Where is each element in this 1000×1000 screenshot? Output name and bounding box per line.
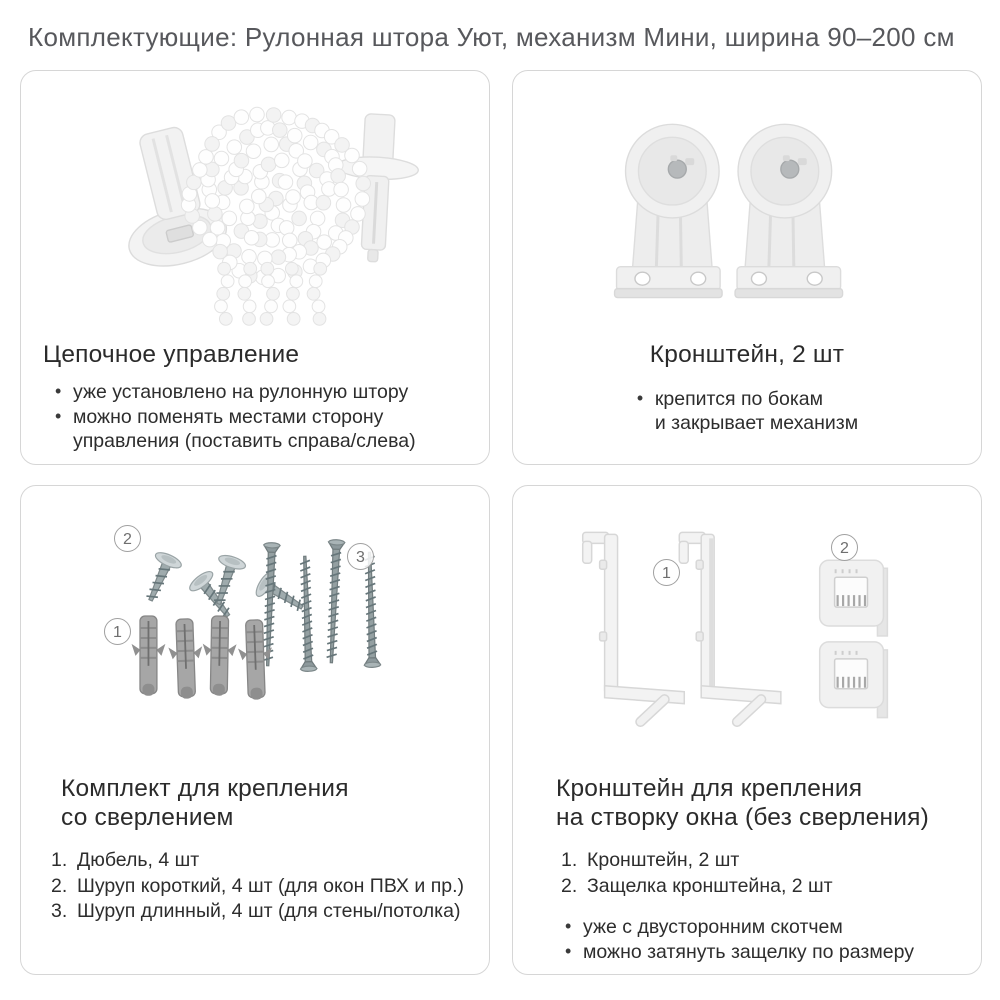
bullet-line: • уже установлено на рулонную штору xyxy=(73,380,409,403)
list-item: Шуруп короткий, 4 шт (для окон ПВХ и пр.) xyxy=(77,874,465,897)
drill-kit-items xyxy=(51,849,489,924)
marker-circle-2: 2 xyxy=(114,525,141,552)
sash-bracket-items xyxy=(561,849,981,899)
card-chain-control xyxy=(20,70,490,465)
chain-control-bullets xyxy=(54,381,489,454)
side-brackets-title: Кронштейн, 2 шт xyxy=(649,341,845,368)
side-brackets-photo xyxy=(513,71,981,333)
sash-bracket-bullets xyxy=(564,916,981,965)
bullet-line: • можно затянуть защелку по размеру xyxy=(583,941,914,964)
list-item: Дюбель, 4 шт xyxy=(77,848,200,871)
title-line: со сверлением xyxy=(61,803,234,831)
bullet-item xyxy=(54,381,489,405)
page-title: Комплектующие: Рулонная штора Уют, механизм Мини, ширина 90–200 см xyxy=(28,22,955,52)
bullet-item xyxy=(564,941,981,965)
sash-bracket-illustration xyxy=(513,486,981,764)
sash-bracket-title xyxy=(556,775,938,833)
bullet-item xyxy=(636,388,858,436)
marker-circle-2: 2 xyxy=(831,534,858,561)
bullet-item xyxy=(54,406,489,454)
title-line: на створку окна (без сверления) xyxy=(556,803,929,831)
list-item: Кронштейн, 2 шт xyxy=(587,848,740,871)
sash-bracket-photo xyxy=(513,486,981,764)
drill-kit-photo xyxy=(21,486,489,764)
marker-circle-1: 1 xyxy=(653,559,680,586)
card-side-brackets xyxy=(512,70,982,465)
marker-circle-3: 3 xyxy=(347,543,374,570)
chain-control-title: Цепочное управление xyxy=(43,341,300,368)
bullet-line: • крепится по бокам xyxy=(654,387,824,410)
list-item: Защелка кронштейна, 2 шт xyxy=(587,874,833,897)
bullet-line: управления (поставить справа/слева) xyxy=(73,429,416,452)
bullet-item xyxy=(564,916,981,940)
title-line: Комплект для крепления xyxy=(61,775,349,802)
marker-circle-1: 1 xyxy=(104,618,131,645)
chain-control-photo xyxy=(21,71,489,333)
chain-illustration xyxy=(21,71,489,333)
brackets-illustration xyxy=(513,71,981,333)
screws-dowels-illustration xyxy=(21,486,489,764)
bullet-line: и закрывает механизм xyxy=(654,411,859,434)
drill-kit-title xyxy=(61,775,449,833)
title-line: Кронштейн для крепления xyxy=(556,775,863,802)
list-item: Шуруп длинный, 4 шт (для стены/потолка) xyxy=(77,900,461,923)
card-drill-kit xyxy=(20,485,490,975)
bullet-line: • уже с двусторонним скотчем xyxy=(583,916,843,939)
side-brackets-bullets xyxy=(636,388,858,436)
bullet-line: • можно поменять местами сторону xyxy=(73,405,384,428)
card-sash-bracket xyxy=(512,485,982,975)
